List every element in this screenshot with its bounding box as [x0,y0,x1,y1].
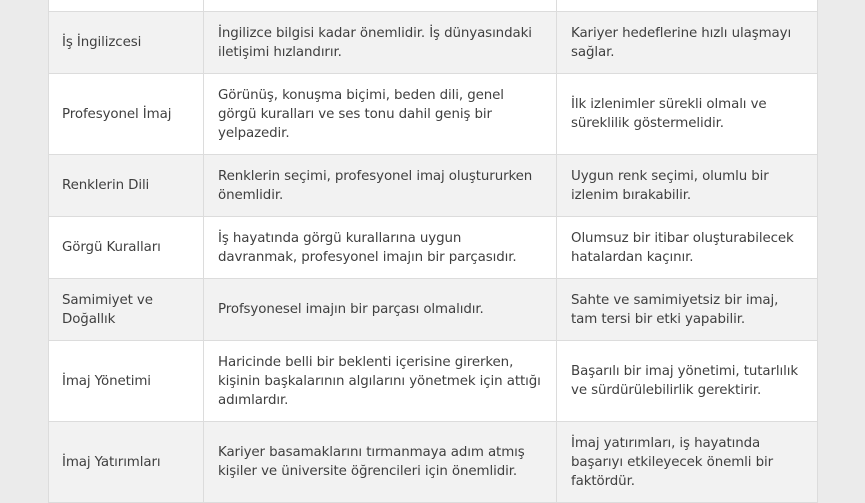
table-cell-description: Renklerin seçimi, profesyonel imaj oluştururken önemlidir. [204,155,557,217]
table-cell-topic: İmaj Yatırımları [49,422,204,503]
table-cell-effect: Başarılı bir imaj yönetimi, tutarlılık ve sürdürülebilirlik gerektirir. [557,341,818,422]
table-cell-description: İş hayatında görgü kurallarına uygun davranmak, profesyonel imajın bir parçasıdır. [204,217,557,279]
table-row [49,217,818,279]
table-row-partial [49,0,818,12]
table-cell-description: İngilizce bilgisi kadar önemlidir. İş dünyasındaki iletişimi hızlandırır. [204,12,557,74]
table-cell-effect: İmaj yatırımları, iş hayatında başarıyı etkileyecek önemli bir faktördür. [557,422,818,503]
content-table-container [48,0,817,503]
table-cell-effect: İlk izlenimler sürekli olmalı ve süreklilik göstermelidir. [557,74,818,155]
table-row [49,155,818,217]
table-cell-effect: Olumsuz bir itibar oluşturabilecek hatalardan kaçınır. [557,217,818,279]
table-cell-description: Profsyonesel imajın bir parçası olmalıdır. [204,279,557,341]
table-cell-topic: İş İngilizcesi [49,12,204,74]
table-cell-description: Haricinde belli bir beklenti içerisine girerken, kişinin başkalarının algılarını yönetmek için attığı adımlardır. [204,341,557,422]
table-cell-effect: Sahte ve samimiyetsiz bir imaj, tam tersi bir etki yapabilir. [557,279,818,341]
table-cell-topic [49,0,204,12]
table-row [49,422,818,503]
table-cell-topic: Görgü Kuralları [49,217,204,279]
table-cell-topic: Renklerin Dili [49,155,204,217]
table-cell-description [204,0,557,12]
table-cell-effect: Uygun renk seçimi, olumlu bir izlenim bırakabilir. [557,155,818,217]
table-row [49,341,818,422]
table-cell-description: Görünüş, konuşma biçimi, beden dili, genel görgü kuralları ve ses tonu dahil geniş bir yelpazedir. [204,74,557,155]
table-cell-topic: İmaj Yönetimi [49,341,204,422]
image-tips-table [48,0,818,503]
table-cell-topic: Samimiyet ve Doğallık [49,279,204,341]
table-cell-topic: Profesyonel İmaj [49,74,204,155]
table-cell-effect [557,0,818,12]
table-row [49,12,818,74]
table-cell-description: Kariyer basamaklarını tırmanmaya adım atmış kişiler ve üniversite öğrencileri için önemlidir. [204,422,557,503]
table-row [49,279,818,341]
table-row [49,74,818,155]
table-cell-effect: Kariyer hedeflerine hızlı ulaşmayı sağlar. [557,12,818,74]
